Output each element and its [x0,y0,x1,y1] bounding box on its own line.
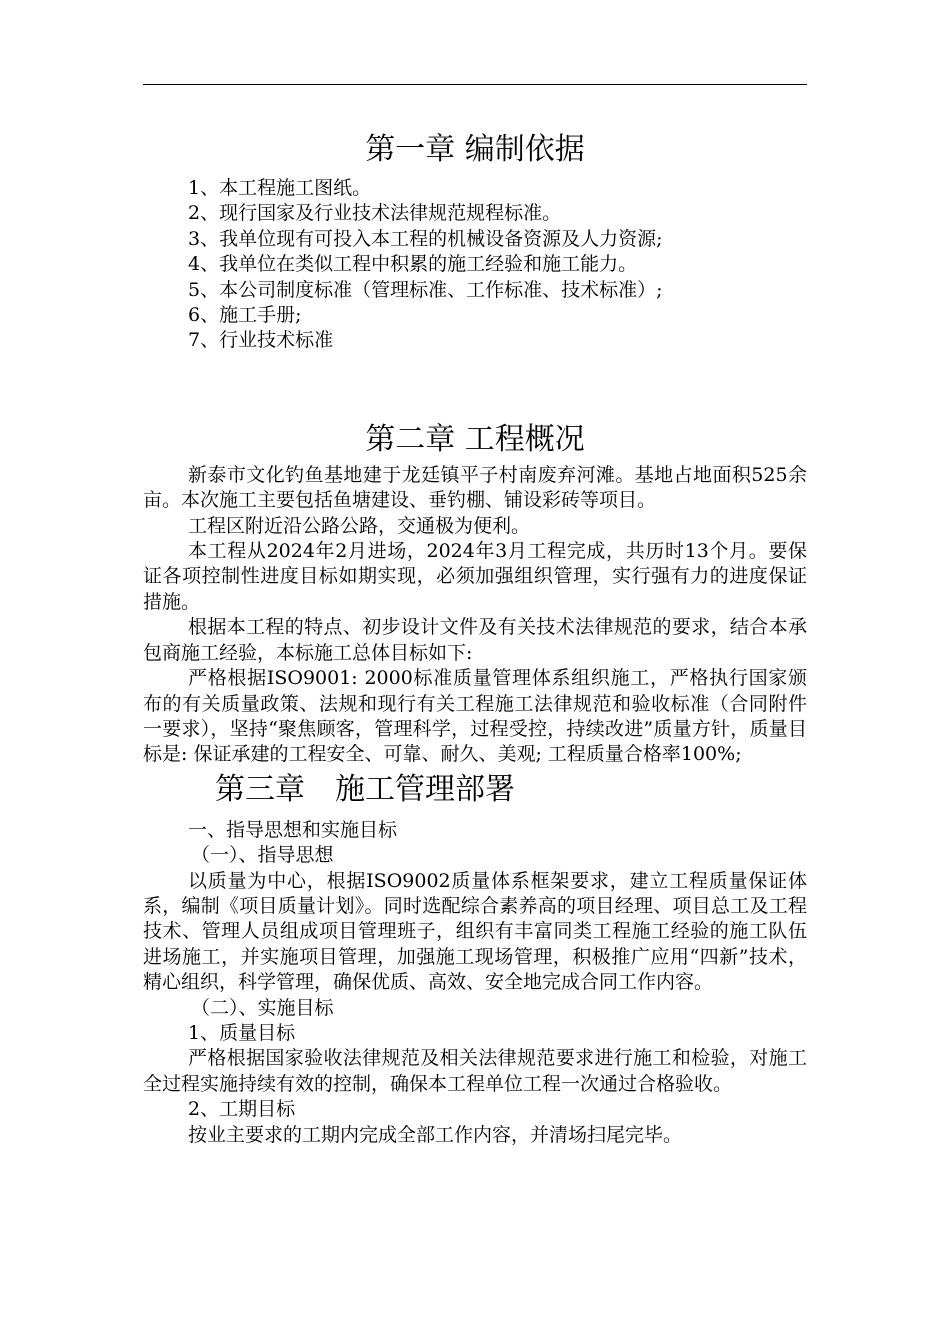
paragraph: 工程区附近沿公路公路，交通极为便利。 [188,514,531,537]
chapter-3-number: 第三章 [215,771,305,807]
document-body [143,128,807,1148]
list-item: 6、施工手册; [188,304,302,327]
list-item: 4、我单位在类似工程中积累的施工经验和施工能力。 [188,253,638,276]
goal-heading: 2、工期目标 [188,1098,296,1121]
paragraph: 新泰市文化钓鱼基地建于龙廷镇平子村南废弃河滩。基地占地面积525余亩。本次施工主要包括鱼塘建设、垂钓棚、铺设彩砖等项目。 [143,463,807,512]
goal-heading: 1、质量目标 [188,1021,296,1044]
chapter-3-name: 施工管理部署 [335,771,515,807]
paragraph: 以质量为中心，根据ISO9002质量体系框架要求，建立工程质量保证体系，编制《项目质量计划》。同时选配综合素养高的项目经理、项目总工及工程技术、管理人员组成项目管理班子，组织有丰富同类工程施工经验的施工队伍进场施工，并实施项目管理，加强施工现场管理，积极推广应用“四新”技术，精心组织，科学管理，确保优质、高效、安全地完成合同工作内容。 [143,869,807,994]
paragraph: 按业主要求的工期内完成全部工作内容，并清场扫尾完毕。 [188,1123,683,1146]
list-item: 2、现行国家及行业技术法律规范规程标准。 [188,202,562,225]
chapter-1-list [143,176,807,354]
chapter-3-title [143,768,807,818]
subsection-heading: （一）、指导思想 [191,844,334,867]
paragraph: 严格根据ISO9001: 2000标准质量管理体系组织施工，严格执行国家颁布的有关质量政策、法规和现行有关工程施工法律规范和验收标准（合同附件一要求），坚持“聚焦顾客，管理科学，过程受控，持续改进”质量方针，质量目标是: 保证承建的工程安全、可靠、耐久、美观; 工程质量合格率100%; [143,667,807,766]
section-heading: 一、指导思想和实施目标 [188,818,398,841]
header-rule [143,84,807,85]
list-item: 7、行业技术标准 [188,329,334,352]
paragraph: 根据本工程的特点、初步设计文件及有关技术法律规范的要求，结合本承包商施工经验，本标施工总体目标如下: [143,616,807,664]
list-item: 1、本工程施工图纸。 [188,177,372,199]
chapter-2-body [143,463,807,768]
chapter-2-title: 第二章 工程概况 [365,421,585,457]
list-item: 5、本公司制度标准（管理标准、工作标准、技术标准）; [188,278,663,301]
paragraph: 本工程从2024年2月进场，2024年3月工程完成，共历时13个月。要保证各项控制性进度目标如期实现，必须加强组织管理，实行强有力的进度保证措施。 [143,540,807,613]
list-item: 3、我单位现有可投入本工程的机械设备资源及人力资源; [188,227,663,250]
chapter-3-body [143,818,807,1148]
paragraph: 严格根据国家验收法律规范及相关法律规范要求进行施工和检验，对施工全过程实施持续有效的控制，确保本工程单位工程一次通过合格验收。 [143,1047,807,1095]
subsection-heading: （二）、实施目标 [191,996,334,1019]
chapter-1-title: 第一章 编制依据 [365,132,585,167]
